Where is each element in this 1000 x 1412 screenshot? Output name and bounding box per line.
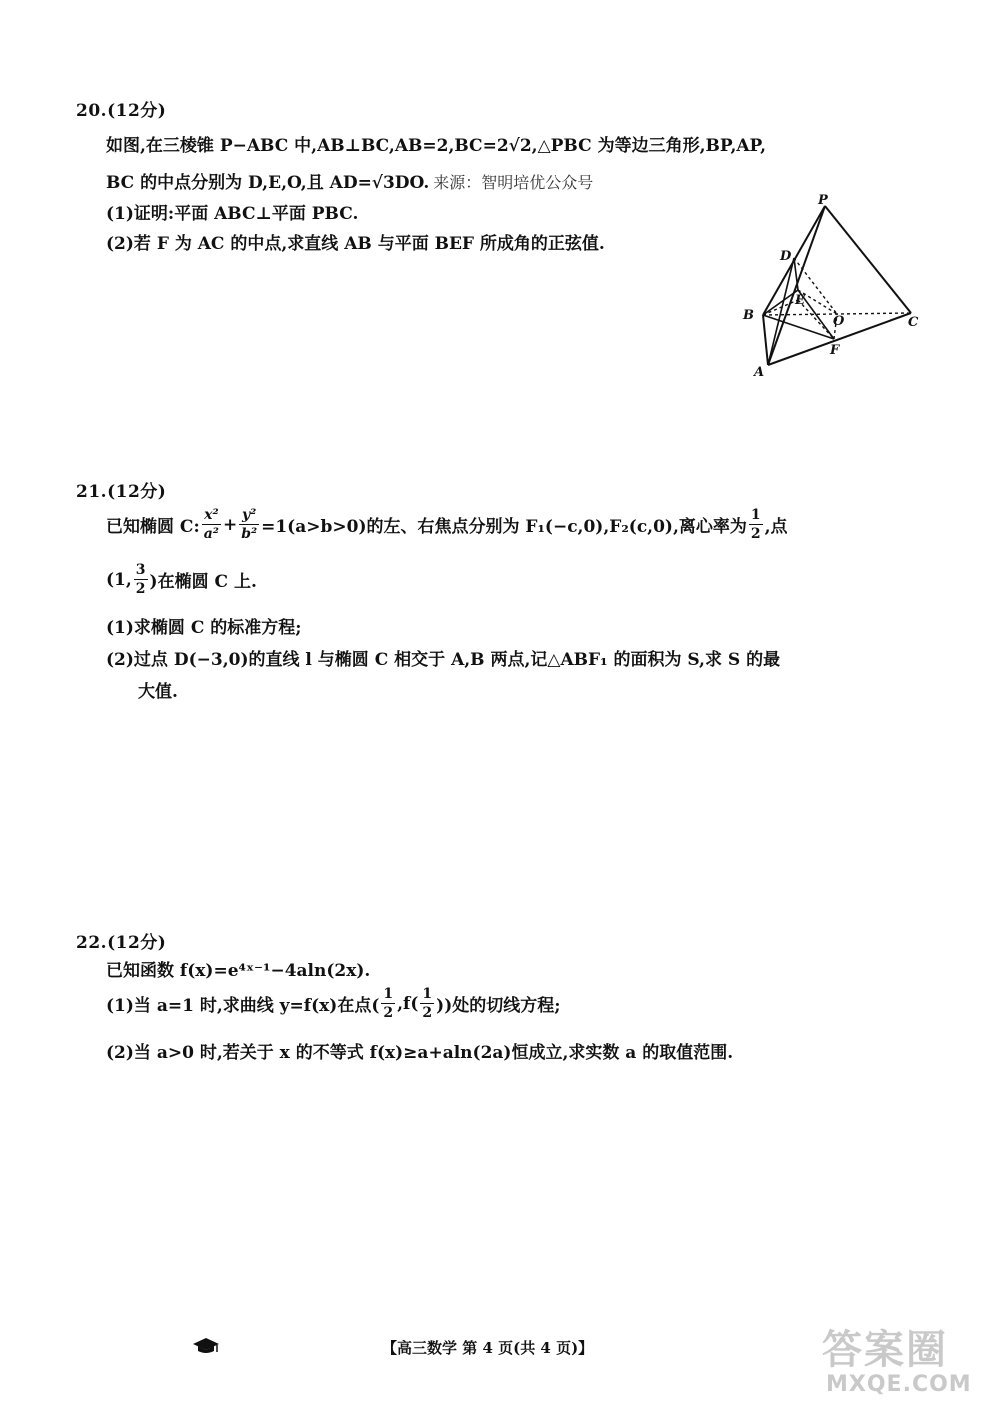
- q21-part1: (1)求椭圆 C 的标准方程;: [106, 618, 302, 638]
- q22-part1-text-a: (1)当 a=1 时,求曲线 y=f(x)在点(: [106, 996, 380, 1016]
- watermark-logo: 答案圈: [822, 1327, 948, 1373]
- q22-stem: 已知函数 f(x)=e⁴ˣ⁻¹−4aln(2x).: [106, 961, 371, 981]
- q21-part2-line1: (2)过点 D(−3,0)的直线 l 与椭圆 C 相交于 A,B 两点,记△ABF₁ 的面积为 S,求 S 的最: [106, 650, 781, 670]
- q22-heading: 22.(12分): [76, 933, 167, 953]
- q22-part2: (2)当 a>0 时,若关于 x 的不等式 f(x)≥a+aln(2a)恒成立,求实数 a 的取值范围.: [106, 1043, 734, 1063]
- edge-PA: [768, 206, 825, 365]
- fraction-one-half: [749, 508, 763, 541]
- q20-part2: (2)若 F 为 AC 的中点,求直线 AB 与平面 BEF 所成角的正弦值.: [106, 234, 605, 254]
- frac-den: 2: [383, 1005, 394, 1021]
- q20-stem-line2-text: BC 的中点分别为 D,E,O,且 AD=√3DO.: [106, 173, 430, 193]
- fraction-one-half: [420, 987, 434, 1020]
- q21-stem-text-c: ,点: [764, 517, 788, 537]
- q20-tetrahedron-figure: [738, 192, 928, 382]
- q22-part1-text-b: ,f(: [397, 993, 419, 1014]
- watermark-url: MXQE.COM: [826, 1372, 972, 1397]
- fraction-three-halves: [134, 563, 148, 596]
- frac-den: 2: [750, 526, 761, 542]
- q21-stem-text-a: 已知椭圆 C:: [106, 517, 200, 537]
- label-F: F: [830, 343, 840, 358]
- frac-den: 2: [135, 581, 146, 597]
- frac-num: 1: [750, 507, 761, 523]
- frac-num: y²: [242, 507, 257, 523]
- q20-part1: (1)证明:平面 ABC⊥平面 PBC.: [106, 204, 359, 224]
- label-E: E: [795, 293, 805, 308]
- edge-BA: [763, 315, 768, 365]
- frac-den: b²: [241, 526, 258, 542]
- frac-den: 2: [422, 1005, 433, 1021]
- q20-heading: 20.(12分): [76, 101, 167, 121]
- frac-num: x²: [204, 507, 219, 523]
- label-D: D: [780, 249, 792, 264]
- label-C: C: [908, 315, 919, 330]
- q22-part1-text-c: ))处的切线方程;: [436, 996, 561, 1016]
- edge-PC: [825, 206, 911, 313]
- q21-point-close: )在椭圆 C 上.: [149, 572, 257, 592]
- q22-part1: [106, 987, 561, 1020]
- label-O: O: [833, 314, 845, 329]
- label-A: A: [754, 365, 765, 380]
- graduation-cap-icon: [192, 1336, 220, 1356]
- label-B: B: [743, 308, 754, 323]
- fraction-one-half: [381, 987, 395, 1020]
- frac-num: 1: [383, 986, 394, 1002]
- source-note: 来源：智明培优公众号: [433, 173, 594, 192]
- frac-num: 3: [135, 562, 146, 578]
- fraction-x2-a2: [202, 508, 221, 541]
- q21-stem-line2: [106, 563, 257, 596]
- q21-stem-text-b: =1(a>b>0)的左、右焦点分别为 F₁(−c,0),F₂(c,0),离心率为: [261, 517, 747, 537]
- label-P: P: [818, 193, 828, 208]
- q20-stem-line2: [106, 168, 593, 193]
- frac-den: a²: [203, 526, 219, 542]
- q21-heading: 21.(12分): [76, 482, 167, 502]
- q20-stem-line1: 如图,在三棱锥 P−ABC 中,AB⊥BC,AB=2,BC=2√2,△PBC 为等边三角形,BP,AP,: [106, 136, 767, 156]
- q21-part2-line2: 大值.: [138, 682, 178, 702]
- page-footer: 【高三数学 第 4 页(共 4 页)】: [382, 1339, 594, 1357]
- frac-num: 1: [422, 986, 433, 1002]
- edge-AD: [768, 258, 794, 365]
- q21-point-open: (1,: [106, 569, 132, 590]
- plus-sign: +: [222, 514, 238, 535]
- fraction-y2-b2: [239, 508, 259, 541]
- q21-stem-line1: [106, 508, 788, 541]
